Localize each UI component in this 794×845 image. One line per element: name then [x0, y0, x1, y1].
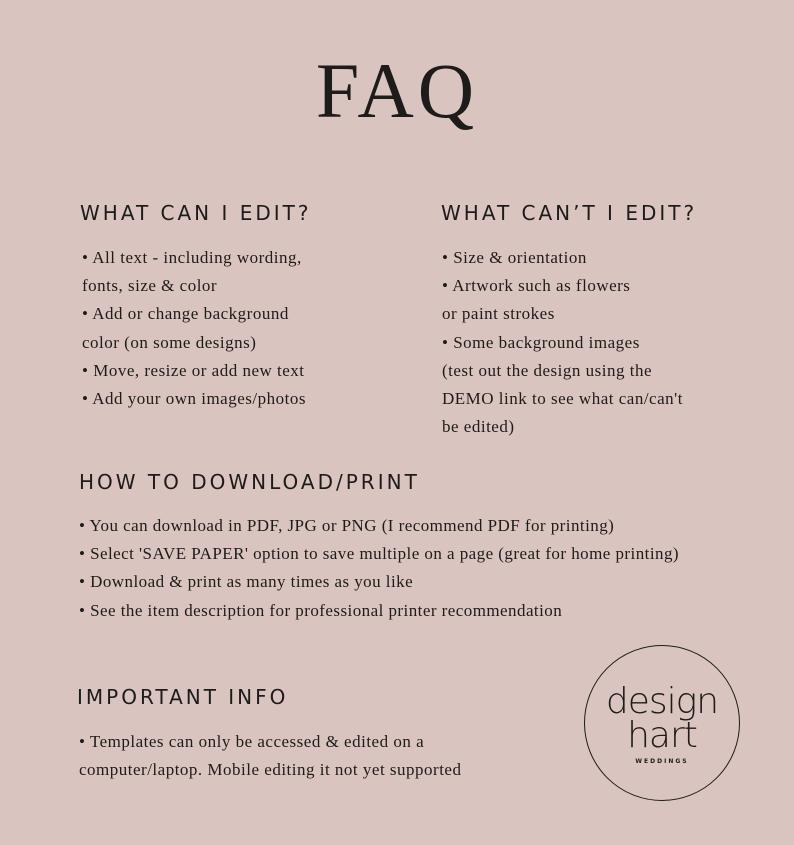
list-item: • Templates can only be accessed & edited on a	[79, 732, 425, 751]
cant-edit-list	[442, 244, 683, 441]
list-item: DEMO link to see what can/can't	[442, 389, 683, 409]
list-item: computer/laptop. Mobile editing it not yet supported	[79, 760, 462, 780]
list-item: • Move, resize or add new text	[82, 360, 305, 380]
logo-word-design: design	[605, 681, 719, 722]
download-heading: HOW TO DOWNLOAD/PRINT	[79, 470, 420, 494]
list-item: • All text - including wording,	[82, 248, 302, 267]
list-item: fonts, size & color	[82, 276, 218, 296]
logo-word-hart: hart	[627, 715, 697, 756]
download-list	[79, 512, 679, 625]
list-item: • Select 'SAVE PAPER' option to save multiple on a page (great for home printing)	[79, 544, 680, 564]
list-item: • Download & print as many times as you like	[79, 572, 414, 592]
list-item: • Some background images	[442, 332, 640, 352]
list-item: color (on some designs)	[82, 332, 257, 352]
edit-heading: WHAT CAN I EDIT?	[80, 201, 312, 225]
list-item: • Add or change background	[82, 304, 289, 324]
cant-edit-heading: WHAT CAN’T I EDIT?	[441, 201, 698, 225]
list-item: • Artwork such as flowers	[442, 276, 631, 296]
page-title: FAQ	[315, 47, 479, 134]
important-list	[79, 728, 461, 784]
list-item: (test out the design using the	[442, 360, 653, 380]
list-item: • Add your own images/photos	[82, 389, 306, 409]
important-heading: IMPORTANT INFO	[77, 685, 289, 709]
list-item: • You can download in PDF, JPG or PNG (I recommend PDF for printing)	[79, 516, 615, 535]
logo-subtitle: WEDDINGS	[635, 758, 689, 765]
list-item: • See the item description for professional printer recommendation	[79, 600, 563, 620]
list-item: or paint strokes	[442, 304, 555, 324]
edit-list	[82, 244, 306, 413]
list-item: • Size & orientation	[442, 248, 587, 267]
design-hart-logo	[584, 645, 740, 801]
list-item: be edited)	[442, 417, 515, 437]
